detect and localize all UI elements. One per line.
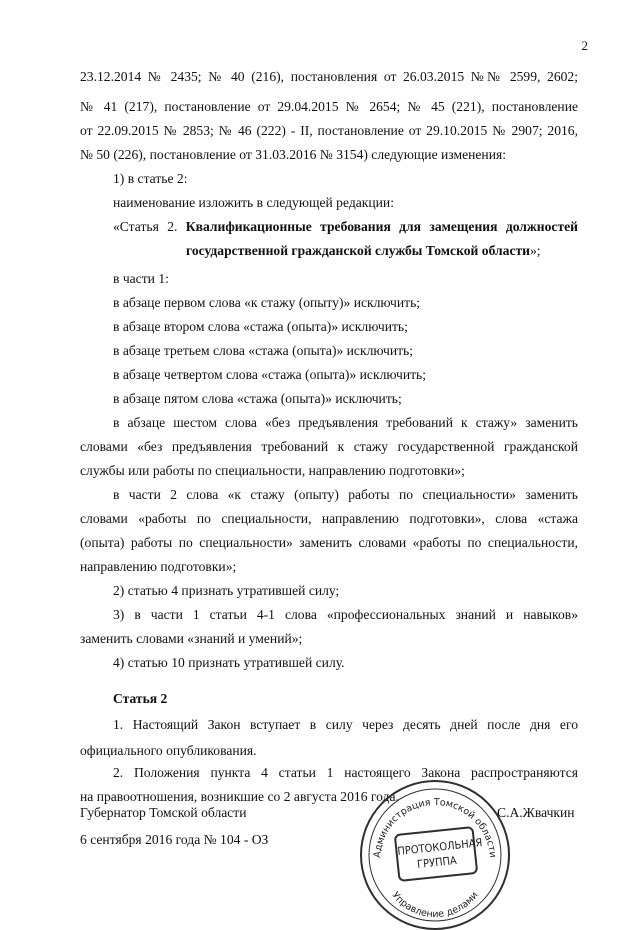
text-line: «Статья 2. Квалификационные требования для замещения должностей	[113, 219, 578, 234]
text-line: Статья 2	[113, 691, 168, 706]
text-line: 4) статью 10 признать утратившей силу.	[113, 655, 345, 670]
stamp-box-line1: ПРОТОКОЛЬНАЯ	[396, 836, 483, 858]
text-line: в абзаце третьем слова «стажа (опыта)» исключить;	[113, 343, 414, 358]
text-line: в абзаце пятом слова «стажа (опыта)» исключить;	[113, 391, 402, 406]
text-line: 3) в части 1 статьи 4-1 слова «профессиональных знаний и навыков»	[113, 607, 578, 622]
text-line: государственной гражданской службы Томской области»;	[186, 243, 541, 258]
text-line: 2) статью 4 признать утратившей силу;	[113, 583, 340, 598]
text-line: официального опубликования.	[80, 743, 257, 758]
official-stamp	[360, 780, 510, 930]
signature-title: Губернатор Томской области	[80, 805, 247, 820]
text-line: словами «работы по специальности, направлению подготовки», слова «стажа	[80, 511, 578, 526]
text-line: в абзаце первом слова «к стажу (опыту)» исключить;	[113, 295, 421, 310]
text-line: (опыта) работы по специальности» заменить словами «работы по специальности,	[80, 535, 578, 550]
text-line: в абзаце четвертом слова «стажа (опыта)» исключить;	[113, 367, 427, 382]
text-line: 1. Настоящий Закон вступает в силу через десять дней после дня его	[113, 717, 578, 732]
stamp-inner-box	[394, 826, 483, 882]
text-line: заменить словами «знаний и умений»;	[80, 631, 303, 646]
text-line: в абзаце шестом слова «без предъявления требований к стажу» заменить	[113, 415, 578, 430]
page-number: 2	[581, 38, 588, 53]
text-line: 23.12.2014 № 2435; № 40 (216), постановления от 26.03.2015 №№ 2599, 2602;	[80, 69, 578, 84]
signature-name: С.А.Жвачкин	[497, 805, 575, 820]
law-date-number: 6 сентября 2016 года № 104 - ОЗ	[80, 832, 269, 847]
text-line: в части 2 слова «к стажу (опыту) работы по специальности» заменить	[113, 487, 578, 502]
text-line: в части 1:	[113, 271, 169, 286]
text-line: 1) в статье 2:	[113, 171, 188, 186]
svg-text:Администрация Томской области: Администрация Томской области	[371, 796, 499, 859]
text-line: на правоотношения, возникшие со 2 августа 2016 года.	[80, 789, 399, 804]
text-line: словами «без предъявления требований к стажу государственной гражданской	[80, 439, 578, 454]
text-line: № 41 (217), постановление от 29.04.2015 № 2654; № 45 (221), постановление	[80, 99, 578, 114]
text-line: 2. Положения пункта 4 статьи 1 настоящего Закона распространяются	[113, 765, 578, 780]
text-line: направлению подготовки»;	[80, 559, 237, 574]
stamp-box-line2: ГРУППА	[416, 853, 458, 871]
text-line: от 22.09.2015 № 2853; № 46 (222) - II, постановление от 29.10.2015 № 2907; 2016,	[80, 123, 578, 138]
text-line: № 50 (226), постановление от 31.03.2016 № 3154) следующие изменения:	[80, 147, 506, 162]
svg-text:Управление делами: Управление делами	[389, 889, 481, 921]
text-line: службы или работы по специальности, направлению подготовки»;	[80, 463, 465, 478]
text-line: наименование изложить в следующей редакции:	[113, 195, 394, 210]
text-line: в абзаце втором слова «стажа (опыта)» исключить;	[113, 319, 408, 334]
